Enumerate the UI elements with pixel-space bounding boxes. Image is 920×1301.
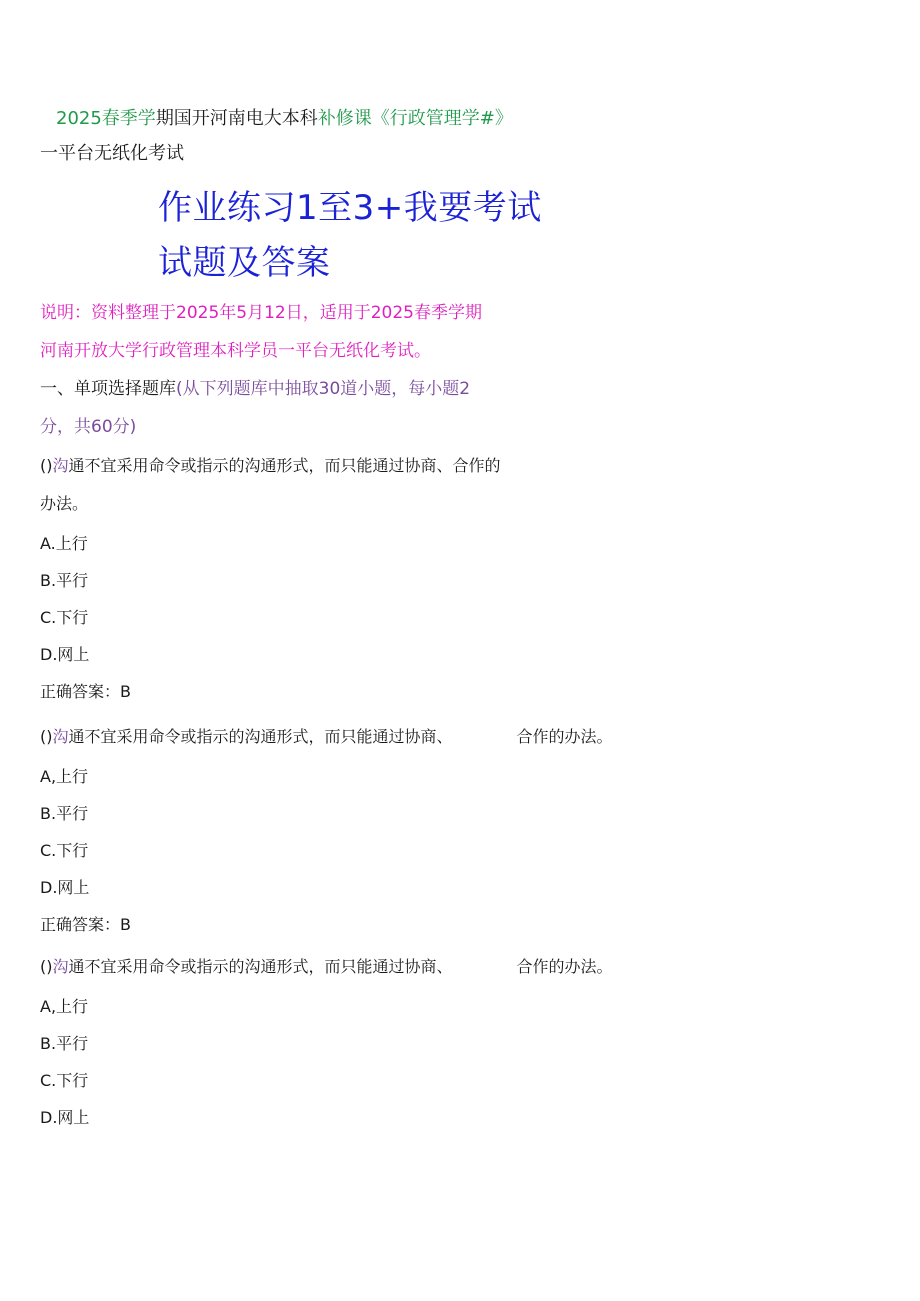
note-line-2: 河南开放大学行政管理本科学员一平台无纸化考试。 bbox=[40, 341, 431, 361]
question-1-body: 通不宜采用命令或指示的沟通形式，而只能通过协商、合作的 bbox=[68, 456, 501, 475]
question-2-first-char: 沟 bbox=[52, 727, 69, 746]
question-1-text bbox=[40, 455, 501, 477]
header-line-2: 一平台无纸化考试 bbox=[40, 143, 184, 164]
question-1-option-a: A.上行 bbox=[40, 534, 88, 553]
section-heading-label: 一、单项选择题库 bbox=[40, 379, 176, 399]
note-line-1: 说明：资料整理于2025年5月12日，适用于2025春季学期 bbox=[40, 303, 482, 323]
question-1-option-d: D.网上 bbox=[40, 645, 90, 664]
section-heading bbox=[40, 378, 470, 400]
header-course: 补修课《行政管理学#》 bbox=[317, 108, 513, 129]
question-1-prefix: () bbox=[40, 456, 53, 475]
question-3-body: 通不宜采用命令或指示的沟通形式，而只能通过协商、 bbox=[68, 957, 453, 976]
question-2-option-d: D.网上 bbox=[40, 878, 90, 897]
header-term: 2025春季学 bbox=[56, 108, 156, 129]
question-2-text bbox=[40, 726, 613, 748]
header-school: 期国开河南电大本科 bbox=[155, 108, 318, 129]
question-3-option-d: D.网上 bbox=[40, 1108, 90, 1127]
question-1-text-cont: 办法。 bbox=[40, 494, 89, 513]
header-line-1 bbox=[56, 108, 513, 130]
question-1-option-b: B.平行 bbox=[40, 571, 89, 590]
question-3-first-char: 沟 bbox=[52, 957, 69, 976]
question-3-prefix: () bbox=[40, 957, 53, 976]
page-title-line-2: 试题及答案 bbox=[158, 243, 331, 283]
question-1-option-c: C.下行 bbox=[40, 608, 89, 627]
question-3-option-c: C.下行 bbox=[40, 1071, 89, 1090]
question-3-option-a: A,上行 bbox=[40, 997, 89, 1016]
question-1-answer: 正确答案：B bbox=[40, 682, 131, 701]
question-2-body-end: 合作的办法。 bbox=[516, 727, 613, 746]
question-3-option-b: B.平行 bbox=[40, 1034, 89, 1053]
question-3-text bbox=[40, 956, 613, 978]
question-2-option-a: A,上行 bbox=[40, 767, 89, 786]
question-2-body: 通不宜采用命令或指示的沟通形式，而只能通过协商、 bbox=[68, 727, 453, 746]
question-2-option-c: C.下行 bbox=[40, 841, 89, 860]
section-heading-note: (从下列题库中抽取30道小题，每小题2 bbox=[176, 379, 471, 399]
question-1-first-char: 沟 bbox=[52, 456, 69, 475]
question-3-body-end: 合作的办法。 bbox=[516, 957, 613, 976]
page-title-line-1: 作业练习1至3+我要考试 bbox=[158, 188, 542, 228]
question-2-option-b: B.平行 bbox=[40, 804, 89, 823]
question-2-prefix: () bbox=[40, 727, 53, 746]
section-heading-note-cont: 分，共60分) bbox=[40, 417, 137, 437]
question-2-answer: 正确答案：B bbox=[40, 915, 131, 934]
